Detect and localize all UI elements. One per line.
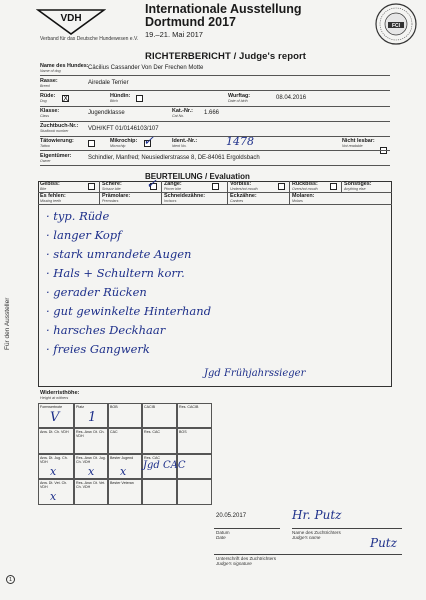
bite-box[interactable] <box>88 183 95 190</box>
cell-r2c3: Res. CAC <box>142 454 177 479</box>
pincer-checkbox[interactable] <box>212 183 219 190</box>
judge-name-hand: Hr. Putz <box>292 508 342 522</box>
female-label: Hündin: Bitch <box>110 93 131 103</box>
mark-best-junior: x <box>120 465 127 478</box>
org-line: Verband für das Deutsche Hundewesen e.V. <box>40 36 139 42</box>
mark-vet-ch: x <box>50 490 57 503</box>
eval-line-1: · typ. Rüde <box>46 209 110 223</box>
cell-r0c0: Formwertnote <box>38 403 74 428</box>
notreadable-label: Nicht lesbar: Not readable <box>342 138 375 148</box>
missing-teeth-label: Es fehlen: Missing teeth <box>40 193 66 203</box>
vdh-logo <box>36 8 106 36</box>
catno-value: 1.666 <box>204 110 220 116</box>
eval-line-3: · stark umrandete Augen <box>46 247 192 261</box>
chip-label: Mikrochip: Microchip <box>110 138 138 148</box>
cell-r0c2: BOB <box>108 403 142 428</box>
evaluation-title: BEURTEILUNG / Evaluation <box>145 172 250 181</box>
cell-r3c4 <box>177 479 212 505</box>
tattoo-checkbox[interactable] <box>88 140 95 147</box>
cell-r3c3 <box>142 479 177 505</box>
cell-r1c3: Res. CAC <box>142 428 177 454</box>
svg-text:FCI: FCI <box>391 23 401 29</box>
overshot-checkbox[interactable] <box>330 183 337 190</box>
studbook-label: Zuchtbuch-Nr.: Studbook number <box>40 123 79 133</box>
studbook-value: VDH/KFT 01/0146103/107 <box>88 126 159 132</box>
premolars-label: Prämolare: Premolars <box>102 193 131 203</box>
undershot-checkbox[interactable] <box>278 183 285 190</box>
date-value: 20.05.2017 <box>216 513 247 519</box>
eval-line-8: · freies Gangwerk <box>46 342 150 356</box>
owner-value: Schindler, Manfred; Neusiedlerstrasse 8, DE-84061 Ergoldsbach <box>88 155 260 161</box>
scissor-label: Schere: Scissor bite <box>102 181 122 191</box>
male-label: Rüde: Dog <box>40 93 56 103</box>
cell-r0c3: CACIB <box>142 403 177 428</box>
male-mark: X <box>63 94 69 103</box>
undershot-label: Vorbiss: Undershot mouth <box>230 181 258 191</box>
cell-r3c2: Bester Veteran <box>108 479 142 505</box>
date-label: Datum Date <box>216 530 230 540</box>
event-dates: 19.–21. Mai 2017 <box>145 30 203 39</box>
page-number: 1 <box>6 575 15 584</box>
dog-name-value: Cäcilius Cassander Von Der Frechen Motte <box>88 65 204 71</box>
ident-value: 1478 <box>226 135 254 148</box>
eval-line-2: · langer Kopf <box>46 228 122 242</box>
cell-r2c2: Bester Jugend <box>108 454 142 479</box>
eval-line-6: · gut gewinkelte Hinterhand <box>46 304 212 318</box>
cell-r1c0: Anw. Dt. Ch. VDH <box>38 428 74 454</box>
owner-label: Eigentümer: Owner <box>40 153 72 163</box>
breed-value: Airedale Terrier <box>88 80 129 86</box>
scissor-check-mark: ✓ <box>146 177 157 192</box>
ident-label: Ident.-Nr.: Ident No. <box>172 138 198 148</box>
tattoo-label: Tätowierung: Tattoo <box>40 138 74 148</box>
grade-mark: V <box>50 410 60 425</box>
cell-r0c4: Res. CACIB <box>177 403 212 428</box>
class-value: Jugendklasse <box>88 110 125 116</box>
female-checkbox[interactable] <box>136 95 143 102</box>
pincer-label: Zange: Pincer bite <box>164 181 182 191</box>
eval-note: Jgd Frühjahrssieger <box>204 368 306 379</box>
report-title: RICHTERBERICHT / Judge's report <box>145 51 307 62</box>
whelped-label: Wurftag: Date of birth <box>228 93 251 103</box>
catno-label: Kat.-Nr.: Cat No. <box>172 108 193 118</box>
cell-r1c4: BOS <box>177 428 212 454</box>
canines-label: Eckzähne: Canines <box>230 193 257 203</box>
judge-name-label: Name des Zuchtrichters Judge's name <box>292 530 341 540</box>
breed-label: Rasse: Breed <box>40 78 58 88</box>
cell-r2c1: Res.-Anw. Dt. Jug. Ch. VDH <box>74 454 108 479</box>
eval-line-4: · Hals + Schultern korr. <box>46 266 185 280</box>
svg-text:VDH: VDH <box>60 13 82 24</box>
overshot-label: Rückbiss: Overshot mouth <box>292 181 318 191</box>
cell-r1c2: CAC <box>108 428 142 454</box>
dog-name-label: Name des Hundes: Name of dog <box>40 63 89 73</box>
withers-sub: Height at withers <box>40 396 69 400</box>
other-label: Sonstiges: Anything else <box>344 181 372 191</box>
bite-label: Gebiss: Bite <box>40 181 60 191</box>
cell-r3c1: Res.-Anw. Dt. Vet. Ch. VDH <box>74 479 108 505</box>
whelped-value: 08.04.2016 <box>276 95 307 101</box>
class-label: Klasse: Class <box>40 108 60 118</box>
event-title: Internationale Ausstellung Dortmund 2017 <box>145 2 302 29</box>
eval-line-5: · gerader Rücken <box>46 285 147 299</box>
mark-jug-ch: x <box>50 465 57 478</box>
cell-r2c0: Anw. Dt. Jug. Ch. VDH <box>38 454 74 479</box>
chip-check-mark: ✓ <box>143 134 154 149</box>
eval-line-7: · harsches Deckhaar <box>46 323 166 337</box>
fci-logo <box>374 2 418 46</box>
judge-signature-label: Unterschrift des Zuchtrichters Judge's signature <box>216 556 276 566</box>
withers-title: Widerristhöhe: <box>40 390 80 396</box>
incisors-label: Schneidezähne: Incisors <box>164 193 206 203</box>
mark-res-jug-ch: x <box>88 465 95 478</box>
place-mark: 1 <box>88 410 97 425</box>
judge-signature: Putz <box>370 536 397 550</box>
exhibitor-side-label: Für den Aussteller <box>4 297 11 350</box>
mark-jgd-cac: Jgd CAC <box>143 460 186 471</box>
cell-r1c1: Res.-Anw. Dt. Ch. VDH <box>74 428 108 454</box>
cell-r0c1: Platz <box>74 403 108 428</box>
molars-label: Molaren: Molars <box>292 193 315 203</box>
cell-r3c0: Anw. Dt. Vet. Ch. VDH <box>38 479 74 505</box>
